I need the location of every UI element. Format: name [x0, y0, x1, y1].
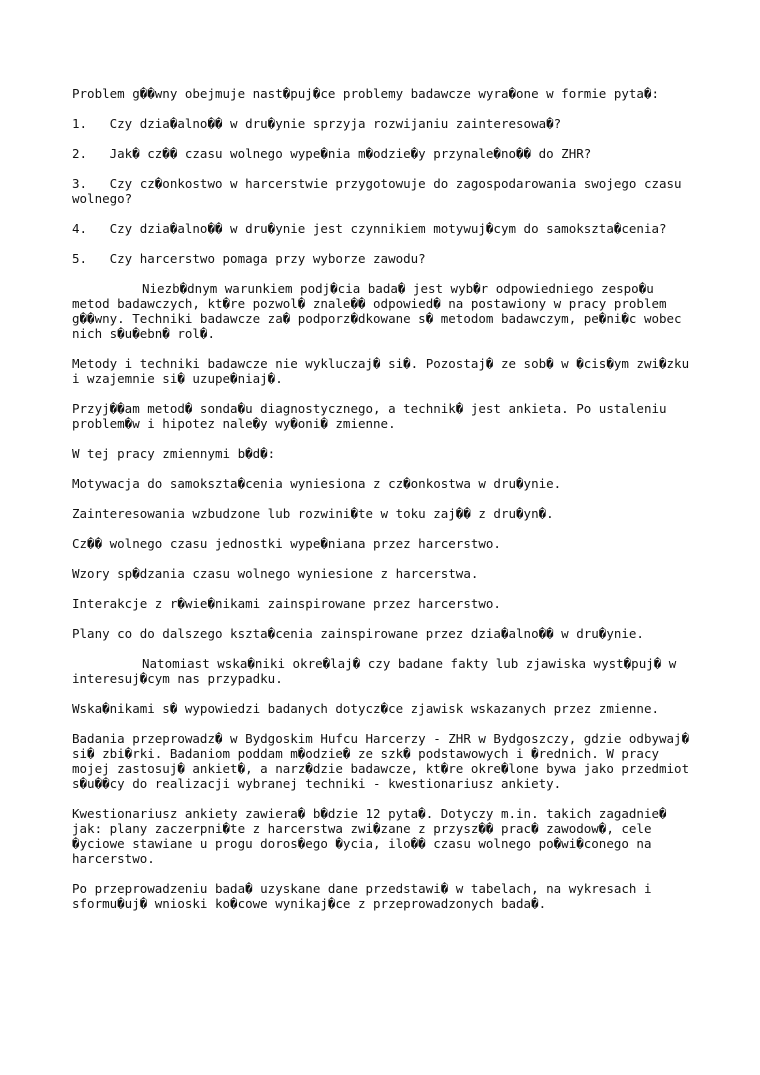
intro-paragraph: Problem g��wny obejmuje nast�puj�ce problemy badawcze wyra�one w formie pyta�:: [72, 86, 659, 101]
research-question-5: 5. Czy harcerstwo pomaga przy wyborze zawodu?: [72, 251, 426, 266]
variable-item: Wzory sp�dzania czasu wolnego wyniesione z harcerstwa.: [72, 566, 479, 581]
indicators-paragraph: Natomiast wska�niki okre�laj� czy badane fakty lub zjawiska wyst�puj� w interesuj�cym nas przypadku.: [72, 656, 684, 686]
variables-heading: W tej pracy zmiennymi b�d�:: [72, 446, 276, 461]
research-question-1: 1. Czy dzia�alno�� w dru�ynie sprzyja rozwijaniu zainteresowa�?: [72, 116, 562, 131]
research-question-2: 2. Jak� cz�� czasu wolnego wype�nia m�odzie�y przynale�no�� do ZHR?: [72, 146, 592, 161]
indicators-definition-paragraph: Wska�nikami s� wypowiedzi badanych dotycz�ce zjawisk wskazanych przez zmienne.: [72, 701, 659, 716]
methods-paragraph: Niezb�dnym warunkiem podj�cia bada� jest wyb�r odpowiedniego zespo�u metod badawczych, kt�re pozwol� znale�� odpowied� na postawiony w pracy problem g��wny. Techniki badawcze za� podporz�dkowane s� metodom badawczym, pe�ni�c wobec nich s�u�ebn� rol�.: [72, 281, 690, 341]
variable-item: Zainteresowania wzbudzone lub rozwini�te w toku zaj�� z dru�yn�.: [72, 506, 554, 521]
variable-item: Plany co do dalszego kszta�cenia zainspirowane przez dzia�alno�� w dru�ynie.: [72, 626, 644, 641]
methods-relation-paragraph: Metody i techniki badawcze nie wykluczaj� si�. Pozostaj� ze sob� w �cis�ym zwi�zku i wzajemnie si� uzupe�niaj�.: [72, 356, 697, 386]
variable-item: Motywacja do samokszta�cenia wyniesiona z cz�onkostwa w dru�ynie.: [72, 476, 562, 491]
research-question-4: 4. Czy dzia�alno�� w dru�ynie jest czynnikiem motywuj�cym do samokszta�cenia?: [72, 221, 667, 236]
conclusion-paragraph: Po przeprowadzeniu bada� uzyskane dane przedstawi� w tabelach, na wykresach i sformu�uj� wnioski ko�cowe wynikaj�ce z przeprowadzonych bada�.: [72, 881, 660, 911]
research-question-3: 3. Czy cz�onkostwo w harcerstwie przygotowuje do zagospodarowania swojego czasu wolnego?: [72, 176, 690, 206]
variable-item: Cz�� wolnego czasu jednostki wype�niana przez harcerstwo.: [72, 536, 501, 551]
survey-method-paragraph: Przyj��am metod� sonda�u diagnostycznego, a technik� jest ankieta. Po ustaleniu problem�w i hipotez nale�y wy�oni� zmienne.: [72, 401, 675, 431]
research-location-paragraph: Badania przeprowadz� w Bydgoskim Hufcu Harcerzy - ZHR w Bydgoszczy, gdzie odbywaj� si� zbi�rki. Badaniom poddam m�odzie� ze szk� podstawowych i �rednich. W pracy mojej zastosuj� ankiet�, a narz�dzie badawcze, kt�re okre�lone bywa jako przedmiot s�u��cy do realizacji wybranej techniki - kwestionariusz ankiety.: [72, 731, 697, 791]
questionnaire-paragraph: Kwestionariusz ankiety zawiera� b�dzie 12 pyta�. Dotyczy m.in. takich zagadnie� jak: plany zaczerpni�te z harcerstwa zwi�zane z przysz�� prac� zawodow�, cele �yciowe stawiane u progu doros�ego �ycia, ilo�� czasu wolnego po�wi�conego na harcerstwo.: [72, 806, 675, 866]
variable-item: Interakcje z r�wie�nikami zainspirowane przez harcerstwo.: [72, 596, 501, 611]
document-page: [72, 86, 697, 926]
